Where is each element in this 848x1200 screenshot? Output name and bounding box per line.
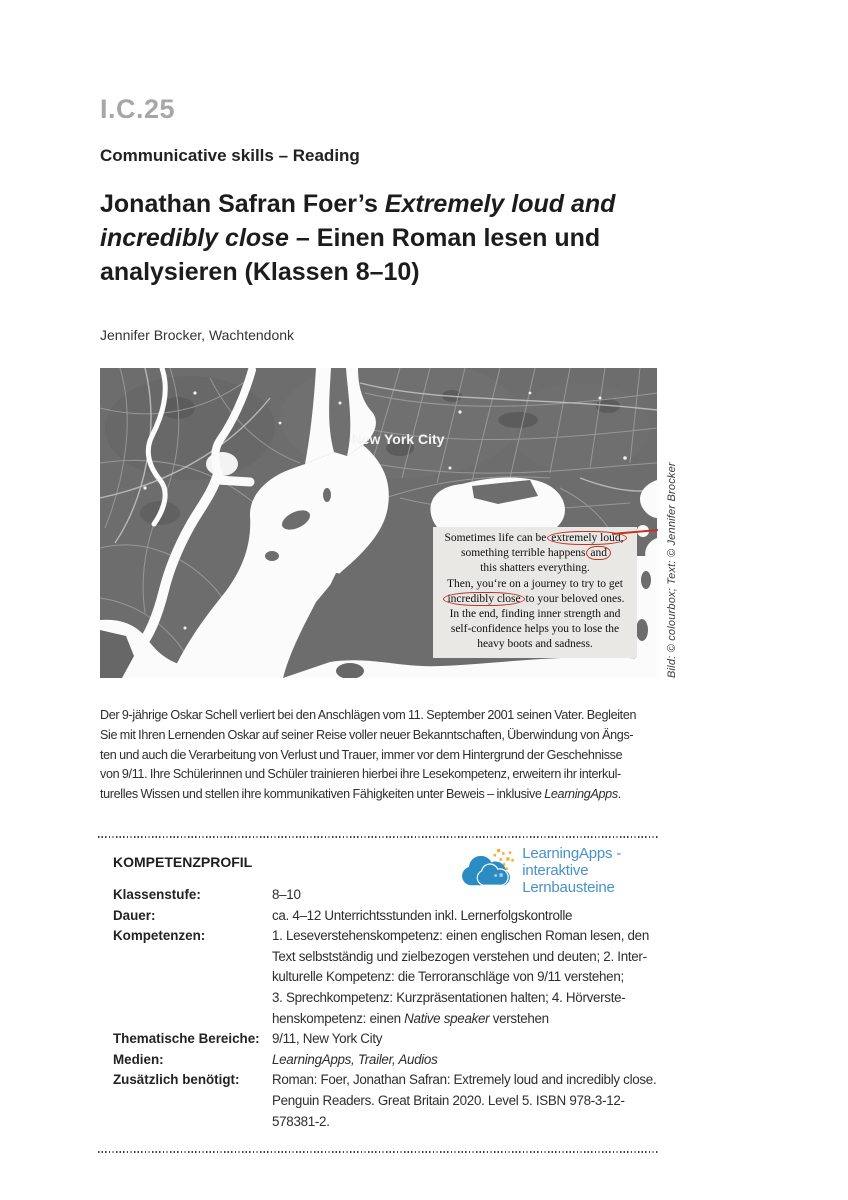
separator-dotted-bottom <box>98 1151 658 1153</box>
row-value: 8–10 <box>272 887 301 902</box>
learningapps-logo-text <box>522 845 668 896</box>
logo-line1: LearningApps - <box>522 844 622 862</box>
unit-title-line: incredibly close – Einen Roman lesen und <box>100 224 601 252</box>
logo-line2: interaktive Lernbausteine <box>522 861 615 896</box>
profile-heading: KOMPETENZPROFIL <box>113 854 253 870</box>
quote-line: something terrible happens and <box>433 546 637 561</box>
row-label: Medien: <box>113 1051 164 1067</box>
row-value-line: henskompetenz: einen Native speaker verstehen <box>272 1010 549 1026</box>
quote-line: In the end, finding inner strength and <box>449 608 621 621</box>
intro-line: von 9/11. Ihre Schülerinnen und Schüler trainieren hierbei ihre Lesekompetenz, erweitern ihr interkul- <box>100 767 621 782</box>
intro-line: Der 9-jährige Oskar Schell verliert bei den Anschlägen vom 11. September 2001 seinen Vater. Begleiten <box>100 708 637 722</box>
row-value-line: 1. Leseverstehenskompetenz: einen englischen Roman lesen, den <box>272 928 649 944</box>
profile-row-zusaetzlich-benoetigt <box>113 1070 658 1132</box>
profile-row-dauer <box>113 906 658 927</box>
author-line: Jennifer Brocker, Wachtendonk <box>100 327 295 343</box>
row-value-line: 3. Sprechkompetenz: Kurzpräsentationen halten; 4. Hörverste- <box>272 989 626 1005</box>
intro-paragraph <box>100 706 662 805</box>
row-value: LearningApps, Trailer, Audios <box>272 1051 438 1067</box>
subject-heading: Communicative skills – Reading <box>100 146 360 165</box>
page-code: I.C.25 <box>100 94 176 124</box>
row-label: Dauer: <box>113 907 156 923</box>
learningapps-cloud-icon <box>458 845 517 895</box>
row-value-line: Roman: Foer, Jonathan Safran: Extremely loud and incredibly close. <box>272 1072 657 1088</box>
row-label: Klassenstufe: <box>113 887 201 902</box>
row-label: Zusätzlich benötigt: <box>113 1072 240 1088</box>
profile-row-thematische-bereiche <box>113 1029 658 1050</box>
quote-line: heavy boots and sadness. <box>477 638 593 651</box>
quote-line: Sometimes life can be extremely loud, <box>433 531 637 546</box>
profile-row-kompetenzen <box>113 926 658 1029</box>
learningapps-logo <box>458 843 668 897</box>
intro-line: Sie mit Ihren Lernenden Oskar auf seiner Reise voller neuer Bekanntschaften, Überwindung von Ängs- <box>100 727 634 742</box>
row-label: Kompetenzen: <box>113 928 206 944</box>
row-value-line: Penguin Readers. Great Britain 2020. Level 5. ISBN 978-3-12- <box>272 1092 625 1108</box>
quote-line: self-confidence helps you to lose the <box>450 623 620 636</box>
row-value: 9/11, New York City <box>272 1031 383 1047</box>
map-label: New York City <box>351 431 445 447</box>
profile-row-medien <box>113 1050 658 1071</box>
unit-title <box>100 187 680 289</box>
intro-line: turelles Wissen und stellen ihre kommunikativen Fähigkeiten unter Beweis – inklusive LearningApps. <box>100 787 621 802</box>
image-credit: Bild: © colourbox; Text: © Jennifer Brocker <box>666 462 678 678</box>
quote-box <box>433 527 637 658</box>
nyc-map-figure <box>100 368 678 678</box>
row-value: ca. 4–12 Unterrichtsstunden inkl. Lernerfolgskontrolle <box>272 907 573 923</box>
quote-line: incredibly close to your beloved ones. <box>433 592 637 607</box>
row-label: Thematische Bereiche: <box>113 1031 260 1047</box>
row-value-line: Text selbstständig und zielbezogen verstehen und deuten; 2. Inter- <box>272 948 647 964</box>
intro-line: ten und auch die Verarbeitung von Verlust und Trauer, immer vor dem Hintergrund der Geschehnisse <box>100 747 623 762</box>
row-value-line: kulturelle Kompetenz: die Terroranschläge von 9/11 verstehen; <box>272 969 624 985</box>
quote-line: Then, you‘re on a journey to try to get <box>447 577 623 590</box>
unit-title-line: analysieren (Klassen 8–10) <box>100 258 420 286</box>
row-value-line: 578381-2. <box>272 1113 330 1129</box>
separator-dotted-top <box>98 836 658 838</box>
quote-line: this shatters everything. <box>480 562 590 575</box>
unit-title-line: Jonathan Safran Foer’s Extremely loud and <box>100 190 616 218</box>
